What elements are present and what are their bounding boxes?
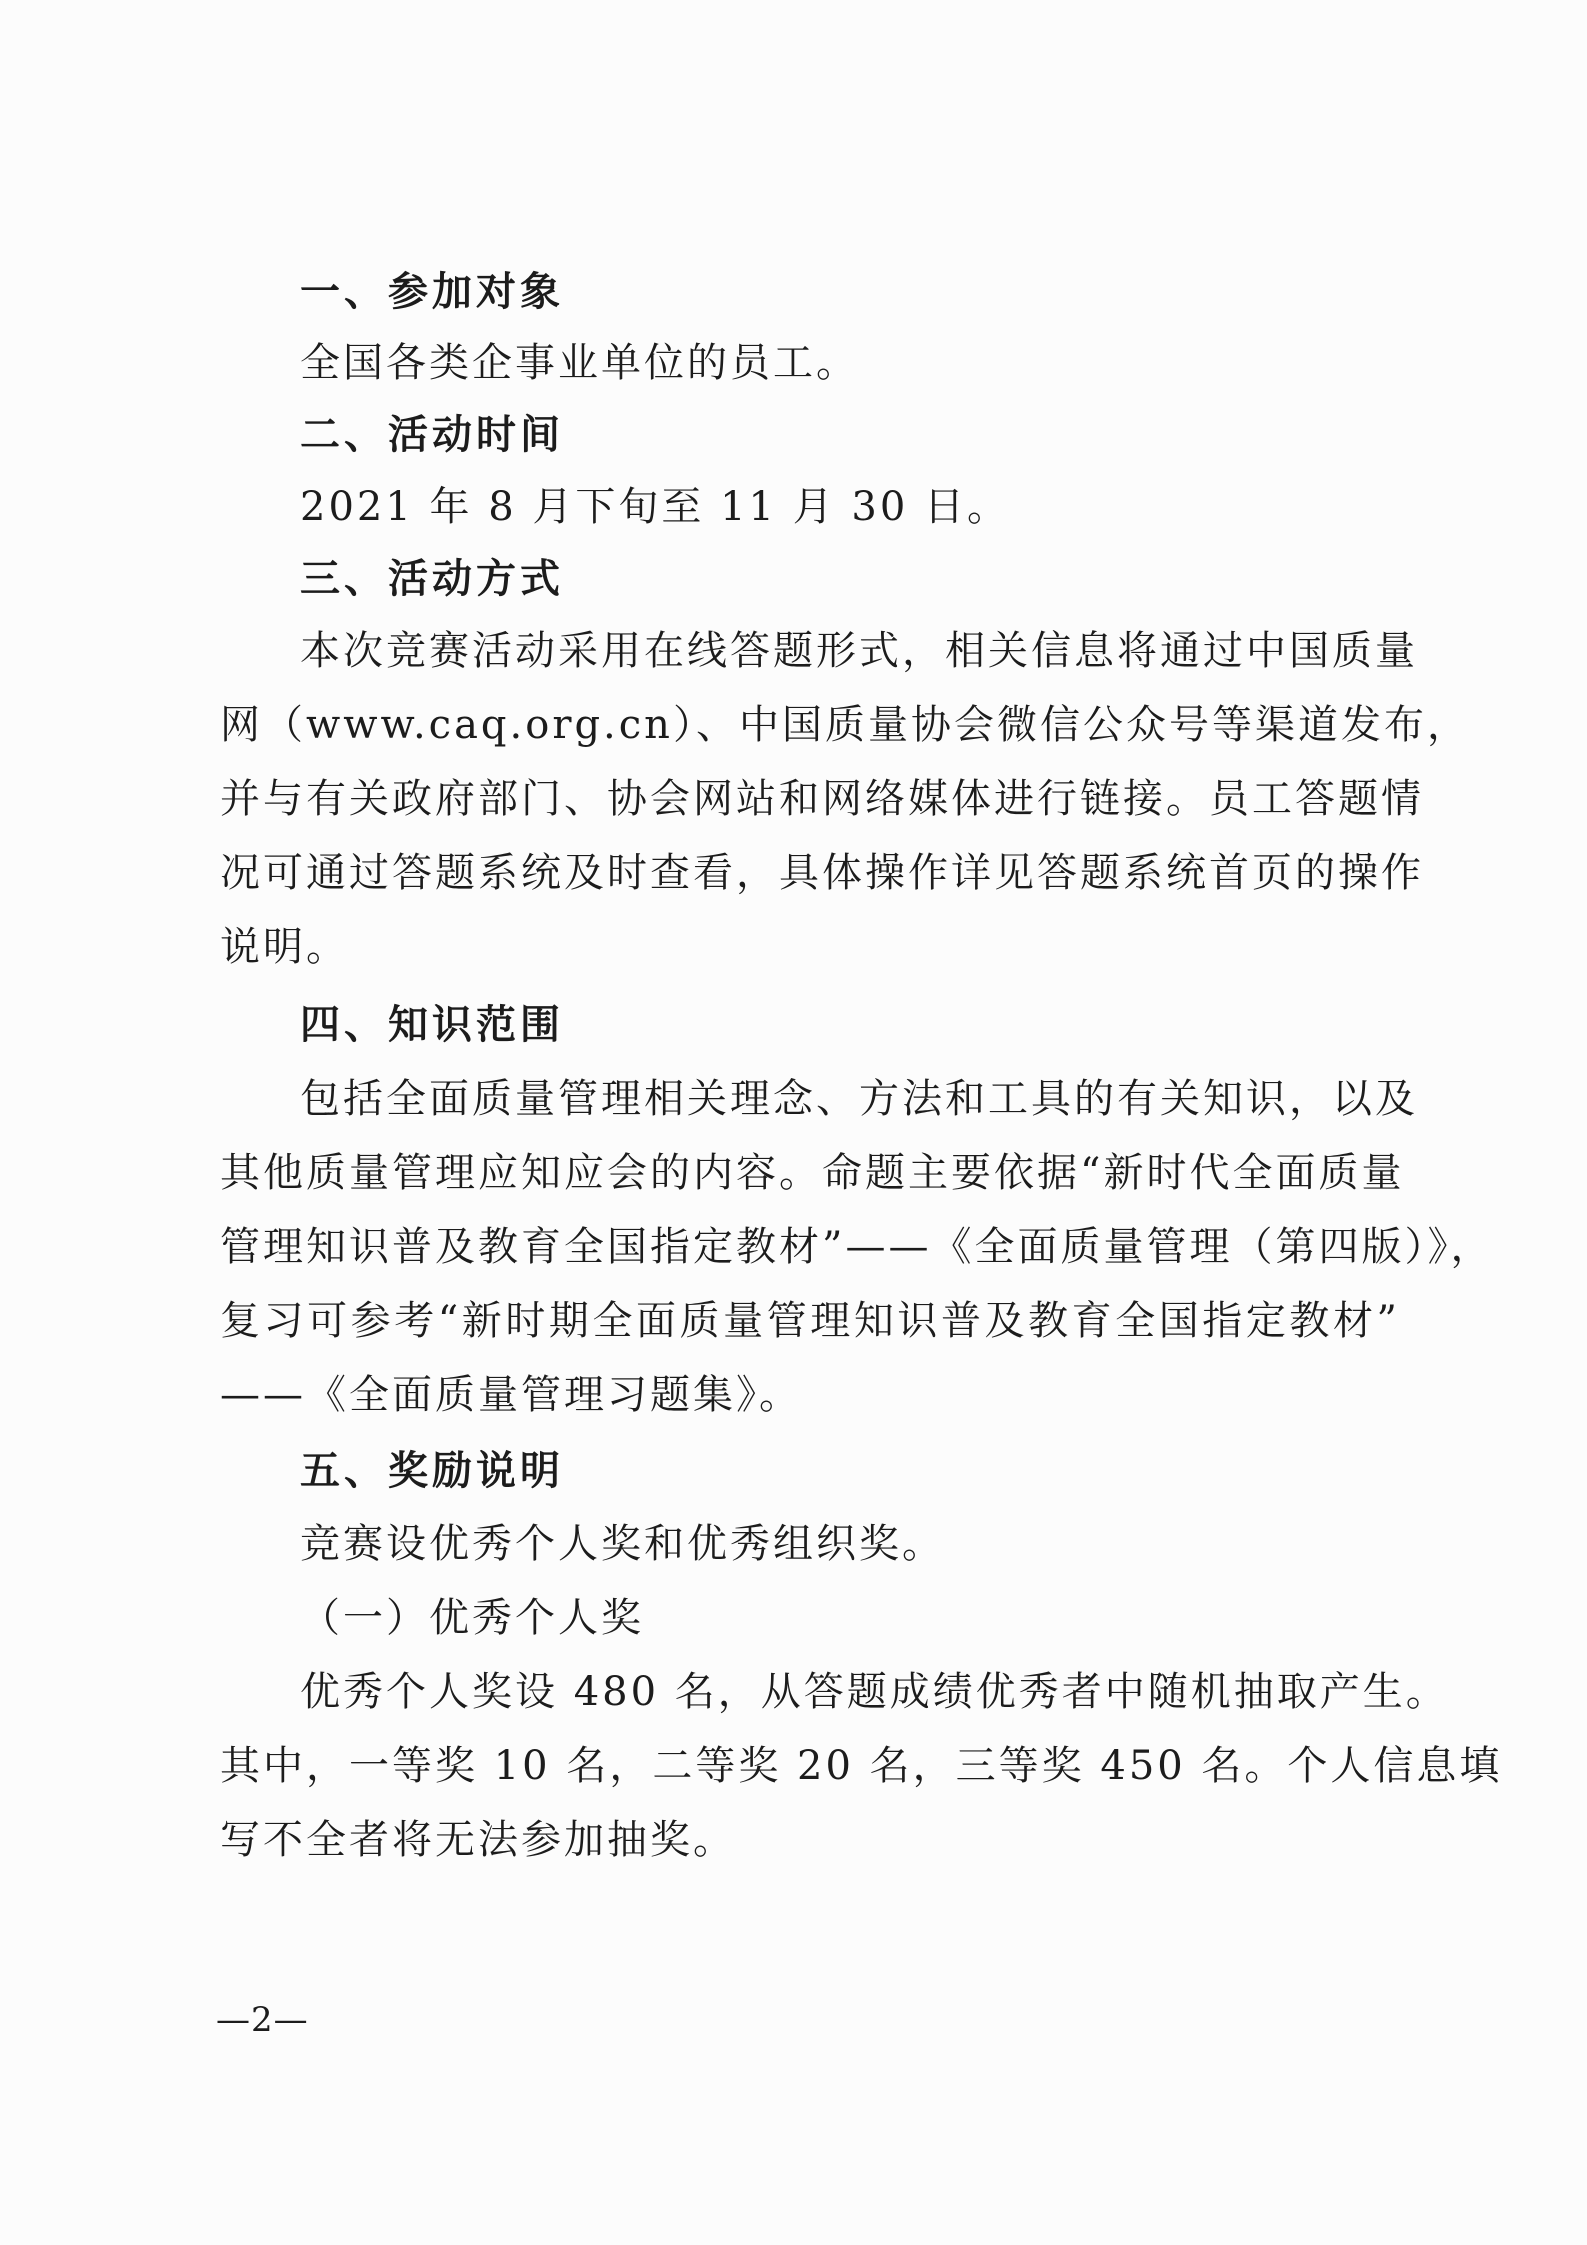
- page-number: —2—: [216, 2000, 309, 2040]
- section-2-text: 2021 年 8 月下旬至 11 月 30 日。: [300, 484, 1011, 530]
- section-4-line-4: 复习可参考“新时期全面质量管理知识普及教育全国指定教材”: [220, 1298, 1400, 1344]
- section-heading-1: 一、参加对象: [300, 269, 564, 315]
- subsection-line-1: 优秀个人奖设 480 名，从答题成绩优秀者中随机抽取产生。: [300, 1669, 1449, 1715]
- section-heading-2: 二、活动时间: [300, 412, 564, 458]
- section-4-line-5: ——《全面质量管理习题集》。: [220, 1372, 802, 1418]
- section-heading-4: 四、知识范围: [300, 1002, 564, 1048]
- section-1-text: 全国各类企事业单位的员工。: [300, 340, 859, 386]
- section-3-line-4: 况可通过答题系统及时查看，具体操作详见答题系统首页的操作: [220, 850, 1424, 896]
- section-3-line-3: 并与有关政府部门、协会网站和网络媒体进行链接。员工答题情: [220, 776, 1424, 822]
- section-3-line-5: 说明。: [220, 924, 349, 970]
- section-3-line-2: 网（www.caq.org.cn）、中国质量协会微信公众号等渠道发布，: [220, 702, 1470, 748]
- section-4-line-2: 其他质量管理应知应会的内容。命题主要依据“新时代全面质量: [220, 1150, 1405, 1196]
- section-5-text: 竞赛设优秀个人奖和优秀组织奖。: [300, 1521, 945, 1567]
- section-4-line-1: 包括全面质量管理相关理念、方法和工具的有关知识，以及: [300, 1076, 1418, 1122]
- section-4-line-3: 管理知识普及教育全国指定教材”——《全面质量管理（第四版）》，: [220, 1224, 1494, 1270]
- section-heading-3: 三、活动方式: [300, 556, 564, 602]
- section-3-line-1: 本次竞赛活动采用在线答题形式，相关信息将通过中国质量: [300, 628, 1418, 674]
- subsection-line-3: 写不全者将无法参加抽奖。: [220, 1817, 736, 1863]
- subsection-line-2: 其中，一等奖 10 名，二等奖 20 名，三等奖 450 名。个人信息填: [220, 1743, 1503, 1789]
- section-heading-5: 五、奖励说明: [300, 1448, 564, 1494]
- subsection-heading: （一）优秀个人奖: [300, 1595, 644, 1641]
